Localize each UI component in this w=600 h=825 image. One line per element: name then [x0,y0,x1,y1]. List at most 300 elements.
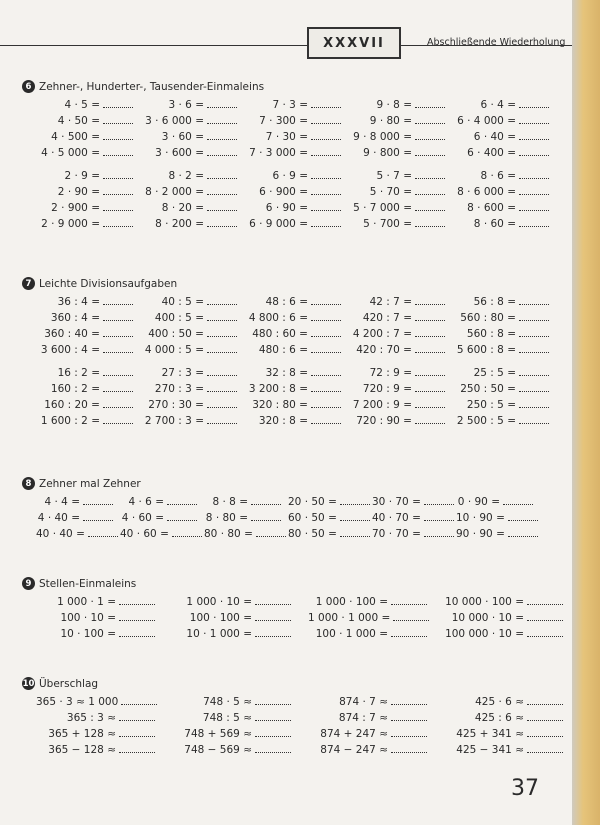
answer-blank[interactable] [519,413,549,424]
answer-blank[interactable] [207,397,237,408]
exercise-item [140,294,244,307]
exercise-expression: 56 : 8 = [473,296,516,308]
answer-blank[interactable] [103,113,133,124]
answer-blank[interactable] [527,710,563,721]
answer-blank[interactable] [103,365,133,376]
answer-blank[interactable] [527,726,563,737]
exercise-item [452,342,556,355]
exercise-expression: 365 : 3 ≈ [66,712,116,724]
answer-blank[interactable] [255,710,291,721]
section-title: Zehner mal Zehner [39,477,141,490]
exercise-item [244,294,348,307]
exercise-item [288,510,372,523]
answer-blank[interactable] [311,381,341,392]
answer-blank[interactable] [415,200,445,211]
answer-blank[interactable] [251,494,281,505]
section-title: Leichte Divisionsaufgaben [39,277,178,290]
answer-blank[interactable] [415,310,445,321]
exercise-expression: 8 · 2 000 = [145,186,204,198]
exercise-expression: 720 : 9 = [362,383,412,395]
exercise-expression: 6 · 400 = [467,147,516,159]
exercise-item [172,610,308,623]
answer-blank[interactable] [103,129,133,140]
exercise-item [452,294,556,307]
answer-blank[interactable] [119,710,155,721]
answer-blank[interactable] [119,726,155,737]
answer-blank[interactable] [103,381,133,392]
answer-blank[interactable] [103,326,133,337]
exercise-expression: 250 : 50 = [460,383,516,395]
answer-blank[interactable] [519,113,549,124]
answer-blank[interactable] [519,145,549,156]
exercise-item [244,397,348,410]
exercise-item [244,326,348,339]
exercise-expression: 7 · 3 = [272,99,308,111]
answer-blank[interactable] [519,365,549,376]
exercise-expression: 5 · 70 = [369,186,412,198]
exercise-expression: 420 : 7 = [362,312,412,324]
exercise-item [120,526,204,539]
answer-blank[interactable] [119,610,155,621]
exercise-expression: 1 000 · 1 = [57,596,116,608]
answer-blank[interactable] [424,494,454,505]
exercise-item [348,397,452,410]
answer-blank[interactable] [519,310,549,321]
exercise-expression: 874 + 247 ≈ [320,728,388,740]
exercise-grid [36,594,580,639]
exercise-item [36,184,140,197]
answer-blank[interactable] [527,626,563,637]
page-number: 37 [511,776,539,801]
answer-blank[interactable] [103,145,133,156]
answer-blank[interactable] [527,694,563,705]
answer-blank[interactable] [391,694,427,705]
answer-blank[interactable] [119,594,155,605]
exercise-expression: 4 800 : 6 = [248,312,308,324]
exercise-item [36,413,140,426]
exercise-item [452,397,556,410]
answer-blank[interactable] [519,216,549,227]
exercise-expression: 6 · 900 = [259,186,308,198]
exercise-expression: 480 : 6 = [258,344,308,356]
answer-blank[interactable] [207,294,237,305]
answer-blank[interactable] [311,145,341,156]
answer-blank[interactable] [508,526,538,537]
exercise-expression: 160 : 2 = [50,383,100,395]
exercise-expression: 8 · 20 = [161,202,204,214]
exercise-item [308,610,444,623]
exercise-item [140,200,244,213]
exercise-item [36,294,140,307]
exercise-expression: 2 · 9 000 = [41,218,100,230]
answer-blank[interactable] [83,494,113,505]
exercise-expression: 10 000 · 10 = [451,612,524,624]
answer-blank[interactable] [415,216,445,227]
answer-blank[interactable] [103,97,133,108]
answer-blank[interactable] [167,510,197,521]
exercise-expression: 748 · 5 ≈ [203,696,252,708]
section-heading [22,477,540,490]
exercise-item [36,494,120,507]
exercise-expression: 6 · 9 = [272,170,308,182]
exercise-item [452,113,556,126]
answer-blank[interactable] [519,397,549,408]
answer-blank[interactable] [207,381,237,392]
answer-blank[interactable] [167,494,197,505]
answer-blank[interactable] [415,97,445,108]
exercise-item [140,184,244,197]
exercise-item [372,510,456,523]
exercise-item [36,381,140,394]
exercise-expression: 2 500 : 5 = [456,415,516,427]
answer-blank[interactable] [527,742,563,753]
exercise-expression: 6 · 40 = [473,131,516,143]
answer-blank[interactable] [88,526,118,537]
exercise-item [120,510,204,523]
block-spacer [22,158,556,168]
answer-blank[interactable] [172,526,202,537]
exercise-expression: 8 · 200 = [155,218,204,230]
answer-blank[interactable] [311,397,341,408]
answer-blank[interactable] [311,200,341,211]
answer-blank[interactable] [340,510,370,521]
exercise-item [452,326,556,339]
section-title: Stellen-Einmaleins [39,577,137,590]
answer-blank[interactable] [103,413,133,424]
exercise-expression: 8 · 8 = [212,496,248,508]
exercise-item [140,216,244,229]
exercise-expression: 10 000 · 100 = [445,596,524,608]
exercise-item [452,216,556,229]
answer-blank[interactable] [415,365,445,376]
exercise-expression: 748 : 5 ≈ [202,712,252,724]
exercise-number-badge: 7 [22,277,35,290]
exercise-item [444,726,580,739]
exercise-expression: 360 : 40 = [44,328,100,340]
answer-blank[interactable] [207,326,237,337]
exercise-grid [36,294,556,355]
exercise-item [36,200,140,213]
exercise-expression: 4 200 : 7 = [352,328,412,340]
answer-blank[interactable] [207,129,237,140]
exercise-expression: 100 · 100 = [189,612,252,624]
answer-blank[interactable] [103,294,133,305]
exercise-expression: 5 · 7 000 = [353,202,412,214]
exercise-expression: 40 · 70 = [372,512,421,524]
exercise-expression: 5 · 700 = [363,218,412,230]
answer-blank[interactable] [424,526,454,537]
exercise-item [36,168,140,181]
answer-blank[interactable] [519,129,549,140]
exercise-expression: 4 · 60 = [121,512,164,524]
answer-blank[interactable] [103,397,133,408]
exercise-item [444,626,580,639]
exercise-item [348,97,452,110]
exercise-number-badge: 6 [22,80,35,93]
answer-blank[interactable] [311,310,341,321]
answer-blank[interactable] [519,97,549,108]
exercise-item [140,168,244,181]
exercise-item [36,365,140,378]
answer-blank[interactable] [503,494,533,505]
exercise-item [36,397,140,410]
exercise-item [172,626,308,639]
exercise-item [140,97,244,110]
answer-blank[interactable] [311,365,341,376]
exercise-item [452,413,556,426]
exercise-expression: 320 : 80 = [252,399,308,411]
answer-blank[interactable] [519,294,549,305]
answer-blank[interactable] [311,129,341,140]
exercise-item [36,626,172,639]
answer-blank[interactable] [519,168,549,179]
exercise-expression: 425 : 6 ≈ [474,712,524,724]
exercise-expression: 20 · 50 = [288,496,337,508]
answer-blank[interactable] [508,510,538,521]
answer-blank[interactable] [255,694,291,705]
exercise-expression: 360 : 4 = [50,312,100,324]
answer-blank[interactable] [121,694,157,705]
exercise-item [348,381,452,394]
answer-blank[interactable] [255,594,291,605]
answer-blank[interactable] [391,726,427,737]
answer-blank[interactable] [103,168,133,179]
answer-blank[interactable] [391,710,427,721]
exercise-expression: 1 600 : 2 = [40,415,100,427]
exercise-expression: 4 · 500 = [51,131,100,143]
answer-blank[interactable] [311,216,341,227]
exercise-expression: 6 · 9 000 = [249,218,308,230]
answer-blank[interactable] [207,184,237,195]
section-zehner-einmaleins [22,80,556,229]
answer-blank[interactable] [255,610,291,621]
answer-blank[interactable] [207,413,237,424]
exercise-item [36,216,140,229]
exercise-item [36,326,140,339]
answer-blank[interactable] [391,742,427,753]
exercise-expression: 4 · 50 = [57,115,100,127]
exercise-item [172,594,308,607]
section-heading [22,677,580,690]
answer-blank[interactable] [391,594,427,605]
exercise-item [172,726,308,739]
answer-blank[interactable] [103,310,133,321]
answer-blank[interactable] [519,381,549,392]
exercise-expression: 365 − 128 ≈ [48,744,116,756]
answer-blank[interactable] [207,310,237,321]
answer-blank[interactable] [311,294,341,305]
exercise-expression: 874 − 247 ≈ [320,744,388,756]
exercise-expression: 9 · 8 000 = [353,131,412,143]
exercise-expression: 7 · 30 = [265,131,308,143]
exercise-expression: 365 · 3 ≈ 1 000 [36,696,119,708]
exercise-item [36,510,120,523]
exercise-expression: 8 · 6 = [480,170,516,182]
answer-blank[interactable] [103,184,133,195]
answer-blank[interactable] [415,294,445,305]
exercise-expression: 425 + 341 ≈ [456,728,524,740]
exercise-item [244,381,348,394]
answer-blank[interactable] [311,113,341,124]
answer-blank[interactable] [393,610,429,621]
answer-blank[interactable] [519,326,549,337]
exercise-item [452,381,556,394]
exercise-item [452,184,556,197]
exercise-item [172,694,308,707]
answer-blank[interactable] [311,168,341,179]
exercise-expression: 42 : 7 = [369,296,412,308]
chapter-box: XXXVII [307,27,401,59]
answer-blank[interactable] [424,510,454,521]
exercise-item [348,200,452,213]
answer-blank[interactable] [207,342,237,353]
exercise-expression: 7 · 300 = [259,115,308,127]
answer-blank[interactable] [415,413,445,424]
answer-blank[interactable] [207,200,237,211]
exercise-number-badge: 8 [22,477,35,490]
exercise-expression: 420 : 70 = [356,344,412,356]
exercise-expression: 250 : 5 = [466,399,516,411]
answer-blank[interactable] [527,594,563,605]
answer-blank[interactable] [255,726,291,737]
answer-blank[interactable] [415,168,445,179]
answer-blank[interactable] [519,342,549,353]
exercise-item [452,365,556,378]
exercise-item [140,129,244,142]
exercise-item [348,113,452,126]
exercise-item [36,145,140,158]
answer-blank[interactable] [311,97,341,108]
header-title: Abschließende Wiederholung [427,37,566,48]
exercise-expression: 100 000 · 10 = [445,628,524,640]
answer-blank[interactable] [207,216,237,227]
exercise-grid [36,494,540,539]
answer-blank[interactable] [415,397,445,408]
answer-blank[interactable] [311,413,341,424]
answer-blank[interactable] [207,145,237,156]
answer-blank[interactable] [415,326,445,337]
exercise-expression: 425 · 6 ≈ [475,696,524,708]
exercise-item [444,610,580,623]
answer-blank[interactable] [311,342,341,353]
exercise-expression: 72 : 9 = [369,367,412,379]
answer-blank[interactable] [415,381,445,392]
answer-blank[interactable] [251,510,281,521]
answer-blank[interactable] [207,97,237,108]
exercise-item [36,310,140,323]
exercise-expression: 6 · 4 = [480,99,516,111]
answer-blank[interactable] [340,526,370,537]
exercise-expression: 3 · 6 = [168,99,204,111]
exercise-expression: 8 · 80 = [205,512,248,524]
exercise-expression: 10 · 1 000 = [186,628,252,640]
section-title: Überschlag [39,677,99,690]
answer-blank[interactable] [527,610,563,621]
exercise-item [36,710,172,723]
exercise-expression: 8 · 6 000 = [457,186,516,198]
exercise-expression: 9 · 8 = [376,99,412,111]
answer-blank[interactable] [415,342,445,353]
answer-blank[interactable] [415,184,445,195]
exercise-expression: 8 · 2 = [168,170,204,182]
exercise-expression: 100 · 1 000 = [315,628,388,640]
exercise-item [36,742,172,755]
section-ueberschlag [22,677,580,755]
exercise-expression: 80 · 80 = [204,528,253,540]
exercise-item [140,365,244,378]
exercise-expression: 270 : 30 = [148,399,204,411]
exercise-item [36,342,140,355]
exercise-item [244,342,348,355]
answer-blank[interactable] [207,365,237,376]
exercise-item [456,526,540,539]
exercise-expression: 48 : 6 = [265,296,308,308]
answer-blank[interactable] [255,742,291,753]
exercise-item [308,742,444,755]
exercise-item [372,526,456,539]
answer-blank[interactable] [103,200,133,211]
section-heading [22,80,556,93]
exercise-item [36,113,140,126]
exercise-expression: 30 · 70 = [372,496,421,508]
answer-blank[interactable] [519,184,549,195]
exercise-item [348,216,452,229]
answer-blank[interactable] [415,145,445,156]
exercise-expression: 90 · 90 = [456,528,505,540]
exercise-item [288,526,372,539]
exercise-item [204,526,288,539]
answer-blank[interactable] [103,216,133,227]
exercise-expression: 7 200 : 9 = [352,399,412,411]
answer-blank[interactable] [256,526,286,537]
answer-blank[interactable] [119,626,155,637]
exercise-item [140,310,244,323]
answer-blank[interactable] [83,510,113,521]
answer-blank[interactable] [103,342,133,353]
answer-blank[interactable] [311,184,341,195]
exercise-item [140,397,244,410]
exercise-item [452,97,556,110]
answer-blank[interactable] [519,200,549,211]
answer-blank[interactable] [311,326,341,337]
answer-blank[interactable] [207,113,237,124]
exercise-item [348,145,452,158]
answer-blank[interactable] [415,129,445,140]
answer-blank[interactable] [415,113,445,124]
exercise-expression: 3 200 : 8 = [248,383,308,395]
exercise-expression: 748 − 569 ≈ [184,744,252,756]
exercise-item [204,510,288,523]
exercise-item [204,494,288,507]
answer-blank[interactable] [255,626,291,637]
exercise-item [348,365,452,378]
section-divisionsaufgaben [22,277,556,426]
exercise-item [348,129,452,142]
exercise-expression: 4 · 4 = [44,496,80,508]
exercise-expression: 320 : 8 = [258,415,308,427]
exercise-expression: 5 600 : 8 = [456,344,516,356]
answer-blank[interactable] [340,494,370,505]
exercise-expression: 2 · 90 = [57,186,100,198]
exercise-item [348,310,452,323]
exercise-expression: 16 : 2 = [57,367,100,379]
section-heading [22,577,580,590]
answer-blank[interactable] [391,626,427,637]
exercise-item [140,326,244,339]
exercise-expression: 80 · 50 = [288,528,337,540]
answer-blank[interactable] [119,742,155,753]
answer-blank[interactable] [207,168,237,179]
